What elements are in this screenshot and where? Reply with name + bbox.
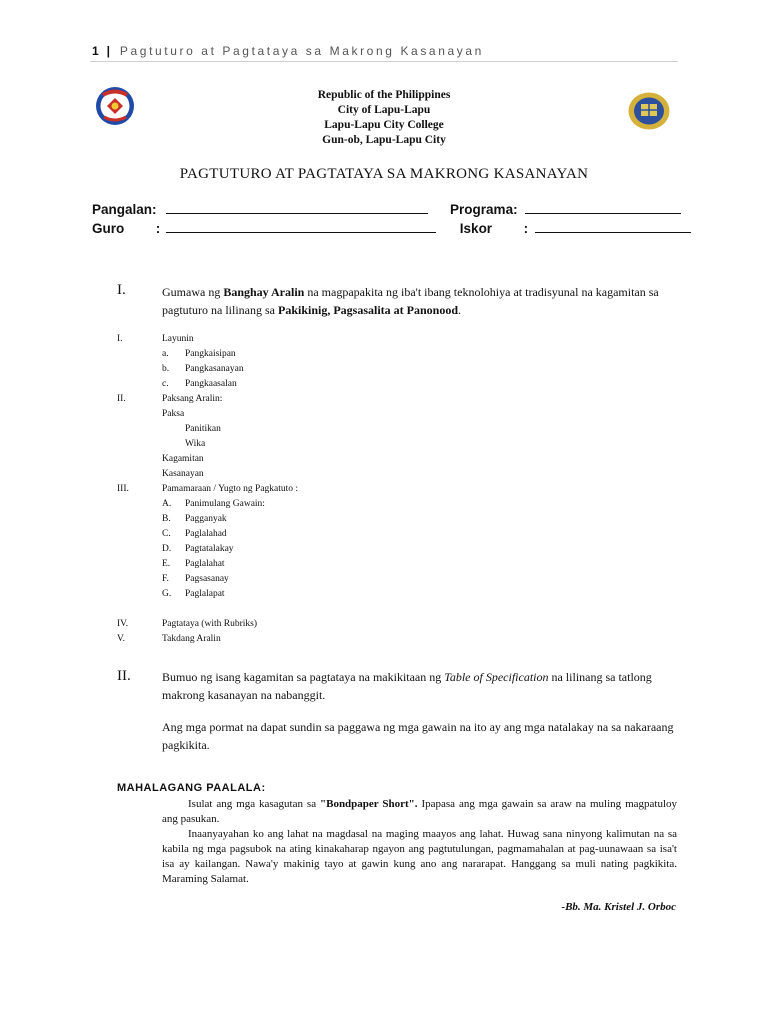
reminder-body [162,797,677,887]
task-2-text-a: Bumuo ng isang kagamitan sa pagtataya na makikitaan ng [162,670,445,684]
pangalan-label: Pangalan: [92,202,157,217]
outline-item [117,332,417,347]
outline-item [117,482,417,497]
task-2-paragraph-2: Ang mga pormat na dapat sundin sa paggawa ng mga gawain na ito ay ang mga natalakay na sa nakaraang pagkikita. [162,720,674,752]
outline-item [117,452,417,467]
task-2-text [162,668,682,704]
guro-field[interactable] [166,221,436,233]
outline-text: Pangkaisipan [185,349,236,359]
outline-text: Pagtatalakay [185,544,234,554]
outline-text: Takdang Aralin [162,634,221,644]
form-row-guro [92,221,691,236]
task-1-banghay-aralin: Banghay Aralin [223,285,305,299]
outline-text: Paksa [162,409,185,419]
outline-item [117,437,417,452]
outline-item [117,377,417,392]
task-1-skills: Pakikinig, Pagsasalita at Panonood [277,303,459,317]
institution-line-4: Gun-ob, Lapu-Lapu City [322,134,446,146]
header-rule [90,61,678,62]
lesson-plan-outline [117,332,417,652]
outline-text: Pagsasanay [185,574,229,584]
page-number: 1 [92,44,99,58]
outline-number: G. [162,589,172,599]
outline-text: Layunin [162,334,194,344]
pangalan-field[interactable] [166,202,428,214]
outline-text: Paglalahad [185,529,227,539]
outline-number: C. [162,529,171,539]
programa-label: Programa: [450,202,518,217]
guro-label: Guro [92,221,125,236]
outline-item [117,347,417,362]
outline-number: F. [162,574,169,584]
outline-text: Kagamitan [162,454,204,464]
running-header [92,44,484,58]
task-2-tos: Table of Specification [444,670,549,684]
city-of-lapu-lapu-seal [628,92,670,130]
outline-item [117,632,417,647]
outline-item [117,587,417,602]
outline-number: E. [162,559,171,569]
outline-item [117,467,417,482]
outline-text: Paksang Aralin: [162,394,223,404]
lapu-lapu-city-college-seal [95,86,135,126]
reminder-p1-b: Ipapasa ang mga gawain sa araw na muling magpatuloy ang pasukan. [162,798,678,825]
outline-number: III. [117,484,129,494]
outline-text: Pagtataya (with Rubriks) [162,619,257,629]
outline-text: Panitikan [185,424,221,434]
outline-number: A. [162,499,172,509]
outline-text: Pagganyak [185,514,227,524]
outline-number: I. [117,334,123,344]
outline-item [117,422,417,437]
reminder-paragraph-2: Inaanyayahan ko ang lahat na magdasal na maging maayos ang lahat. Huwag sana ninyong kalimutan na sa kabila ng mga pagsubok na ating kinakaharap ngayon ang pagtutulungan, pagmamahalan at pag-uunawaan sa isa't isa ay kailangan. Nawa'y makinig tayo at gawin kung ano ang nararapat. Hanggang sa muli nating pagkikita. Maraming Salamat. [162,828,677,885]
reminder-bondpaper: "Bondpaper Short". [320,798,418,810]
institution-line-3: Lapu-Lapu City College [324,119,444,131]
reminder-paragraph-1 [162,797,677,827]
iskor-field[interactable] [535,221,691,233]
task-2-numeral: II. [117,668,131,684]
signature: -Bb. Ma. Kristel J. Orboc [561,901,676,913]
outline-text: Pangkaasalan [185,379,237,389]
document-title: PAGTUTURO AT PAGTATAYA SA MAKRONG KASANAYAN [179,166,589,182]
outline-number: V. [117,634,126,644]
task-1-text-b: na magpapakita ng iba't ibang teknolohiya at tradisyunal na kagamitan sa pagtuturo na lilinang sa [162,285,659,317]
outline-number: a. [162,349,169,359]
institution-line-2: City of Lapu-Lapu [337,104,431,116]
outline-number: D. [162,544,172,554]
institution-block [250,88,518,148]
outline-item [117,557,417,572]
task-1-text [162,283,682,319]
running-title: Pagtuturo at Pagtataya sa Makrong Kasanayan [119,44,484,58]
institution-line-1: Republic of the Philippines [317,89,451,101]
task-2-text-b: na lilinang sa tatlong makrong kasanayan na nabanggit. [162,670,652,702]
outline-number: IV. [117,619,129,629]
outline-text: Paglalahat [185,559,225,569]
task-1-text-a: Gumawa ng [162,285,224,299]
outline-item [117,497,417,512]
outline-number: B. [162,514,171,524]
outline-number: c. [162,379,169,389]
outline-item [117,392,417,407]
outline-item [117,542,417,557]
outline-text: Pamamaraan / Yugto ng Pagkatuto : [162,484,299,494]
form-row-pangalan [92,202,681,217]
task-1-text-c: . [458,303,462,317]
outline-text: Kasanayan [162,469,204,479]
outline-text: Panimulang Gawain: [185,499,265,509]
programa-field[interactable] [525,202,681,214]
outline-item [117,512,417,527]
outline-item [117,362,417,377]
iskor-colon: : [523,221,529,236]
outline-item [117,527,417,542]
outline-number: b. [162,364,170,374]
outline-text: Paglalapat [185,589,225,599]
outline-item [117,572,417,587]
outline-item [117,407,417,422]
header-separator: | [106,44,110,58]
guro-colon: : [155,221,161,236]
reminder-heading: MAHALAGANG PAALALA: [117,782,266,794]
reminder-p1-a: Isulat ang mga kasagutan sa [188,798,320,810]
task-1-numeral: I. [117,282,126,298]
outline-item [117,617,417,632]
outline-text: Wika [185,439,206,449]
outline-text: Pangkasanayan [185,364,244,374]
iskor-label: Iskor [459,221,493,236]
outline-number: II. [117,394,126,404]
